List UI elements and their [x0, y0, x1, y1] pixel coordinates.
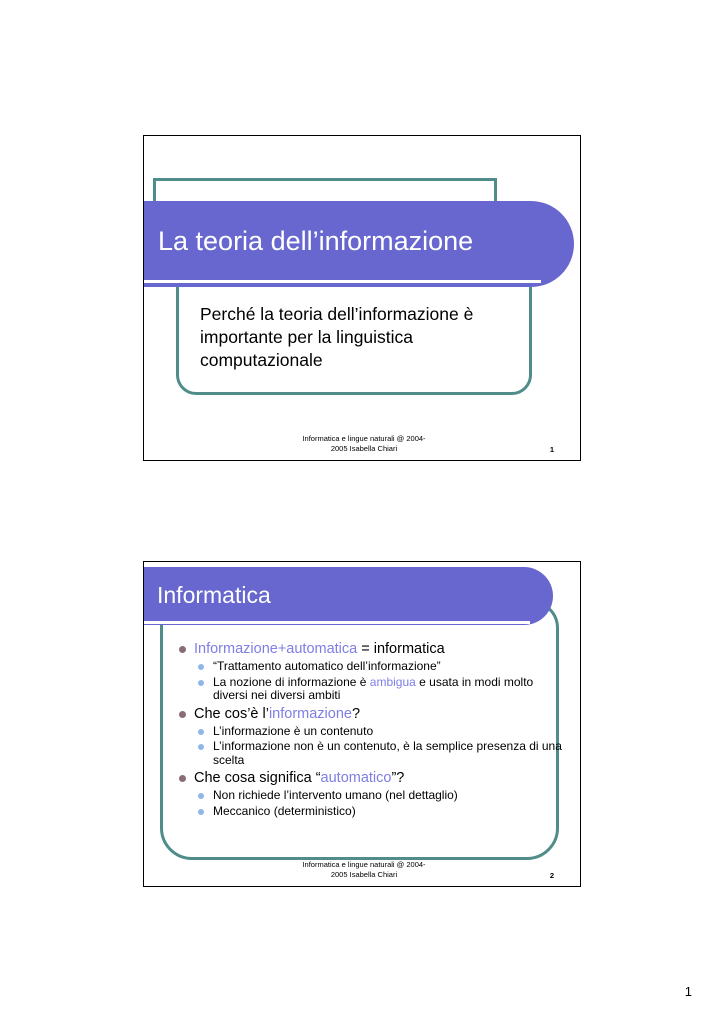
sub-bullet [198, 660, 563, 674]
sub-bullet-text: L’informazione non è un contenuto, è la semplice presenza di una scelta [213, 739, 562, 767]
sub-bullet-text: e usata in modi molto diversi nei diversi ambiti [213, 674, 534, 702]
slide-1-subtitle: Perché la teoria dell’informazione è importante per la linguistica computazionale [200, 304, 474, 370]
bullet-text: ”? [391, 770, 405, 786]
sub-bullet [198, 725, 563, 739]
bullet-dot [179, 775, 186, 782]
bullet-text: Che cosa significa “ [194, 770, 321, 786]
sub-bullet-dot [198, 793, 204, 799]
footer-line-1: Informatica e lingue naturali @ 2004- [302, 434, 426, 443]
footer-line-2: 2005 Isabella Chiari [330, 444, 398, 453]
bullet-text: ? [351, 705, 361, 722]
highlight-text: Informazione+automatica [194, 641, 358, 657]
slide-2-title: Informatica [157, 582, 271, 608]
sub-bullet-dot [198, 664, 204, 670]
title-band-divider [143, 280, 541, 283]
footer-line-2: 2005 Isabella Chiari [330, 870, 398, 879]
sub-bullet-dot [198, 729, 204, 735]
sub-bullet [198, 740, 563, 767]
footer-line-1: Informatica e lingue naturali @ 2004- [302, 860, 426, 869]
slide-1 [143, 135, 581, 461]
sub-bullet-dot [198, 744, 204, 750]
bullet-dot [179, 711, 186, 718]
sub-bullet [198, 676, 563, 703]
bullet-informazione [178, 705, 563, 723]
bullet-text: Che cos’è l’ [194, 705, 269, 722]
slide-1-number: 1 [549, 445, 554, 454]
sub-bullet-dot [198, 809, 204, 815]
slide-1-title: La teoria dell’informazione [158, 226, 474, 256]
bullet-automatico [178, 769, 563, 787]
sub-bullet-text: “Trattamento automatico dell’informazione” [213, 659, 441, 673]
sub-bullet-text: Meccanico (deterministico) [213, 803, 356, 818]
slide-2-number: 2 [549, 871, 554, 880]
bullet-text: = informatica [357, 641, 445, 657]
sub-bullet-dot [198, 680, 204, 686]
slide-1-footer [294, 434, 434, 454]
sub-bullet [198, 789, 563, 803]
sub-bullet-text: Non richiede l’intervento umano (nel dettaglio) [213, 788, 458, 802]
sub-bullet [198, 805, 563, 819]
slide-2-footer [294, 860, 434, 880]
sub-bullet-text: La nozione di informazione è [213, 674, 370, 689]
bullet-informatica [178, 640, 563, 658]
sub-bullet-text: L’informazione è un contenuto [213, 723, 374, 738]
highlight-text: automatico [320, 770, 392, 786]
slide-2 [143, 561, 581, 887]
highlight-text: ambigua [369, 674, 416, 689]
highlight-text: informazione [268, 705, 352, 722]
page-number: 1 [684, 984, 692, 999]
bullet-list [178, 638, 563, 818]
title-band-divider [143, 621, 530, 624]
bullet-dot [179, 646, 186, 653]
